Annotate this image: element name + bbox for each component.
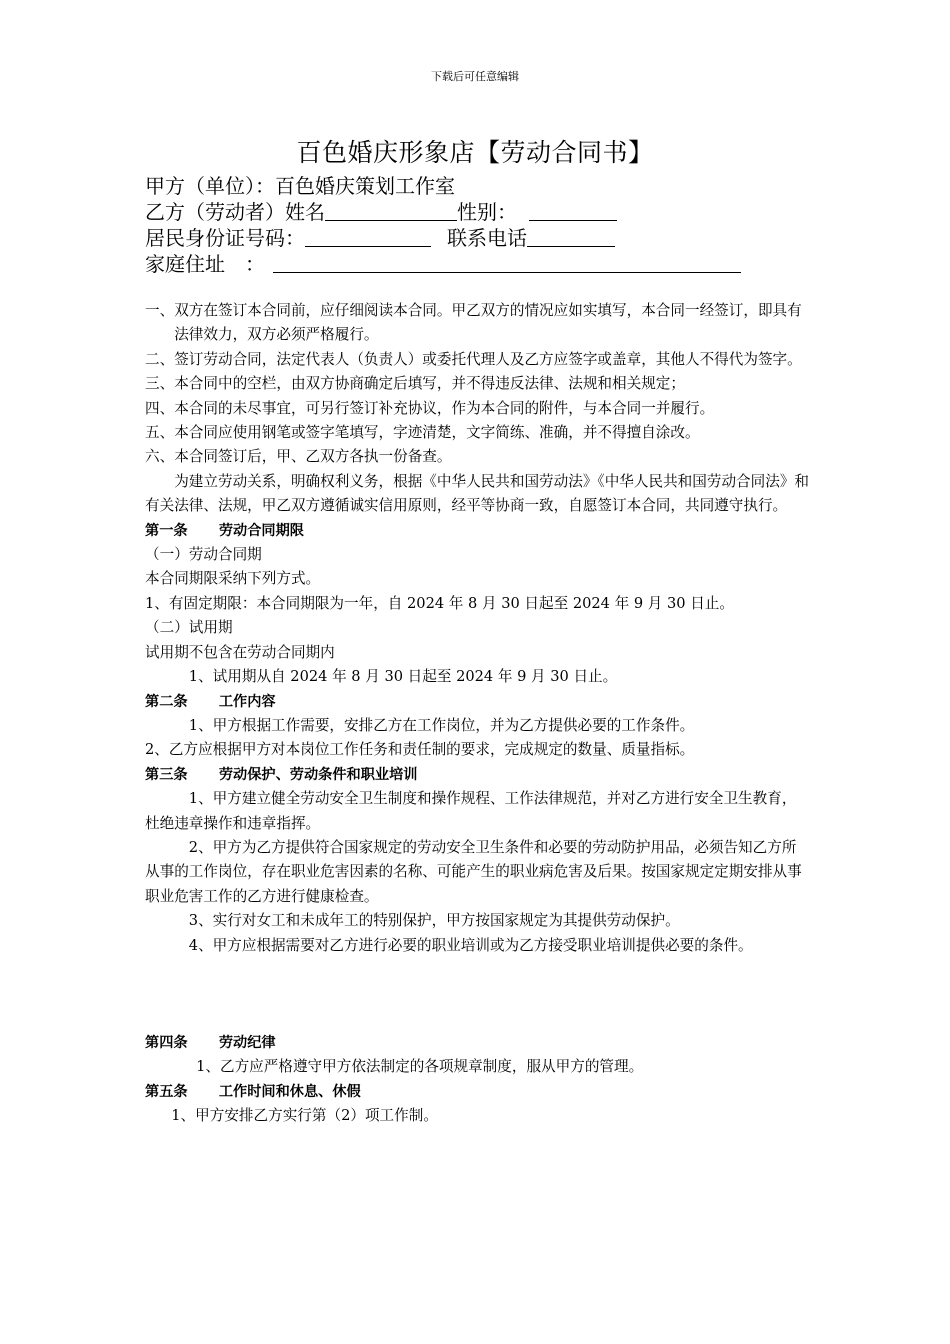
- article-number: 第五条: [145, 1083, 188, 1100]
- document-title: 百色婚庆形象店【劳动合同书】: [296, 138, 654, 167]
- party-yi-row: [145, 199, 741, 225]
- party-jia-row: [145, 173, 741, 199]
- clause-line: 2、甲方为乙方提供符合国家规定的劳动安全卫生条件和必要的劳动防护用品，必须告知乙方所从事的工作岗位，存在职业危害因素的名称、可能产生的职业病危害及后果。按国家规定定期安排从事职业危害工作的乙方进行健康检查。: [145, 838, 802, 905]
- article-title: 劳动保护、劳动条件和职业培训: [218, 766, 418, 783]
- clause-line: 2、乙方应根据甲方对本岗位工作任务和责任制的要求，完成规定的数量、质量指标。: [145, 741, 695, 759]
- clause-line: 3、实行对女工和未成年工的特别保护，甲方按国家规定为其提供劳动保护。: [188, 912, 680, 930]
- article-heading: [145, 690, 810, 714]
- phone-blank[interactable]: [527, 226, 615, 247]
- note-item: 六、本合同签订后，甲、乙双方各执一份备查。: [145, 448, 452, 466]
- article-number: 第一条: [145, 522, 188, 539]
- clause-line: 1、甲方安排乙方实行第（2）项工作制。: [171, 1107, 438, 1125]
- article-title: 工作时间和休息、休假: [218, 1083, 361, 1100]
- clause-line: 本合同期限采纳下列方式。: [145, 570, 321, 588]
- id-row: [145, 225, 741, 251]
- article-number: 第三条: [145, 766, 188, 783]
- phone-label: 联系电话: [447, 226, 527, 250]
- address-label: 家庭住址 ：: [145, 252, 265, 276]
- article-heading: [145, 1031, 810, 1055]
- preamble: 为建立劳动关系，明确权利义务，根据《中华人民共和国劳动法》《中华人民共和国劳动合同法》和有关法律、法规，甲乙双方遵循诚实信用原则，经平等协商一致，自愿签订本合同，共同遵守执行。: [145, 472, 810, 515]
- sub-heading: （一）劳动合同期: [145, 546, 262, 564]
- header-note: 下载后可任意编辑: [431, 70, 519, 83]
- gender-blank[interactable]: [529, 200, 617, 221]
- clause-line: 1、试用期从自 2024 年 8 月 30 日起至 2024 年 9 月 30 日止。: [188, 668, 618, 686]
- contract-body: [145, 299, 810, 1129]
- clause-line: 1、甲方根据工作需要，安排乙方在工作岗位，并为乙方提供必要的工作条件。: [188, 716, 695, 734]
- address-blank[interactable]: [273, 252, 741, 273]
- party-jia-value: 百色婚庆策划工作室: [275, 174, 455, 198]
- article-heading: [145, 763, 810, 787]
- note-item: 一、双方在签订本合同前，应仔细阅读本合同。甲乙双方的情况应如实填写，本合同一经签订，即具有法律效力，双方必须严格履行。: [145, 302, 802, 344]
- note-item: 二、签订劳动合同，法定代表人（负责人）或委托代理人及乙方应签字或盖章，其他人不得代为签字。: [145, 350, 802, 368]
- article-number: 第四条: [145, 1034, 188, 1051]
- article-heading: [145, 519, 810, 543]
- name-blank[interactable]: [325, 200, 457, 221]
- article-title: 工作内容: [218, 693, 276, 710]
- note-item: 四、本合同的未尽事宜，可另行签订补充协议，作为本合同的附件，与本合同一并履行。: [145, 399, 715, 417]
- note-item: 五、本合同应使用钢笔或签字笔填写，字迹清楚，文字简练、准确，并不得擅自涂改。: [145, 424, 700, 442]
- party-yi-label: 乙方（劳动者）姓名: [145, 200, 325, 224]
- id-blank[interactable]: [305, 226, 431, 247]
- party-info: [145, 173, 741, 277]
- gender-label: 性别：: [457, 200, 517, 224]
- article-heading: [145, 1080, 810, 1104]
- article-title: 劳动合同期限: [218, 522, 304, 539]
- clause-line: 4、甲方应根据需要对乙方进行必要的职业培训或为乙方接受职业培训提供必要的条件。: [188, 936, 753, 954]
- id-label: 居民身份证号码：: [145, 226, 305, 250]
- note-item: 三、本合同中的空栏，由双方协商确定后填写，并不得违反法律、法规和相关规定；: [145, 375, 685, 393]
- clause-line: 1、有固定期限：本合同期限为一年，自 2024 年 8 月 30 日起至 2024 年 9 月 30 日止。: [145, 594, 734, 612]
- sub-heading: （二）试用期: [145, 619, 233, 637]
- article-number: 第二条: [145, 693, 188, 710]
- party-jia-label: 甲方（单位）：: [145, 174, 275, 198]
- address-row: [145, 251, 741, 277]
- clause-line: 1、甲方建立健全劳动安全卫生制度和操作规程、工作法律规范，并对乙方进行安全卫生教育，杜绝违章操作和违章指挥。: [145, 790, 797, 832]
- article-title: 劳动纪律: [218, 1034, 276, 1051]
- clause-line: 试用期不包含在劳动合同期内: [145, 643, 335, 661]
- clause-line: 1、乙方应严格遵守甲方依法制定的各项规章制度，服从甲方的管理。: [196, 1058, 644, 1076]
